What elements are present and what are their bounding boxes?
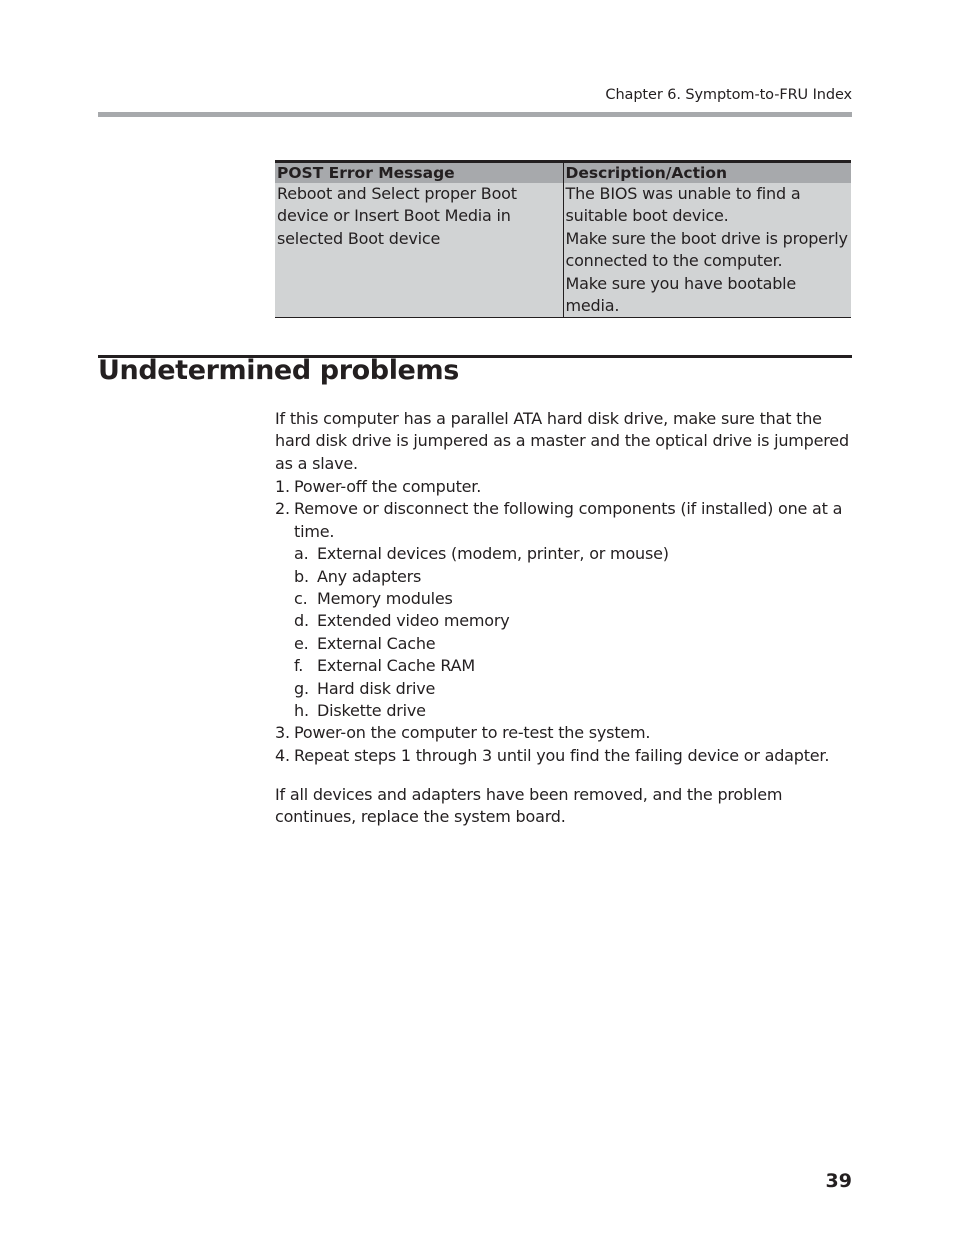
substep-text: External Cache bbox=[317, 633, 436, 653]
description-line: Make sure the boot drive is properly connected to the computer. bbox=[565, 228, 848, 271]
step-number: 3. bbox=[275, 723, 290, 743]
substep-text: Any adapters bbox=[317, 566, 422, 586]
step-text: Remove or disconnect the following components (if installed) one at a time. bbox=[294, 499, 843, 541]
substep-text: Hard disk drive bbox=[317, 678, 436, 698]
component-substeps bbox=[294, 543, 853, 722]
substep-letter: b. bbox=[294, 566, 309, 586]
substep-text: External Cache RAM bbox=[317, 656, 475, 676]
step-number: 1. bbox=[275, 477, 290, 496]
substep-text: External devices (modem, printer, or mouse) bbox=[317, 544, 669, 564]
section-title: Undetermined problems bbox=[98, 355, 459, 386]
list-item bbox=[294, 610, 853, 632]
list-item bbox=[294, 543, 853, 565]
substep-letter: a. bbox=[294, 544, 309, 564]
list-item bbox=[294, 633, 853, 655]
running-header: Chapter 6. Symptom-to-FRU Index bbox=[605, 87, 852, 103]
list-item bbox=[275, 745, 853, 767]
header-rule bbox=[98, 112, 852, 117]
procedure-steps bbox=[275, 476, 853, 767]
description-line: Make sure you have bootable media. bbox=[565, 273, 797, 316]
substep-letter: h. bbox=[294, 701, 309, 721]
list-item bbox=[294, 700, 853, 722]
list-item bbox=[275, 722, 853, 744]
intro-paragraph: If this computer has a parallel ATA hard disk drive, make sure that the hard disk drive is jumpered as a master and the optical drive is jumpered as a slave. bbox=[275, 409, 849, 473]
list-item bbox=[294, 678, 853, 700]
closing-paragraph: If all devices and adapters have been removed, and the problem continues, replace the system board. bbox=[275, 785, 783, 827]
post-error-message: Reboot and Select proper Boot device or Insert Boot Media in selected Boot device bbox=[275, 183, 563, 318]
list-item bbox=[294, 588, 853, 610]
substep-text: Diskette drive bbox=[317, 701, 426, 721]
substep-text: Memory modules bbox=[317, 589, 453, 609]
step-text: Repeat steps 1 through 3 until you find the failing device or adapter. bbox=[294, 745, 830, 765]
column-header-message: POST Error Message bbox=[275, 162, 563, 184]
description-line: The BIOS was unable to find a suitable boot device. bbox=[565, 184, 801, 226]
substep-letter: e. bbox=[294, 633, 309, 653]
step-text: Power-on the computer to re-test the system. bbox=[294, 723, 651, 743]
substep-text: Extended video memory bbox=[317, 611, 510, 631]
list-item bbox=[275, 498, 853, 722]
list-item bbox=[294, 566, 853, 588]
page-number: 39 bbox=[825, 1170, 852, 1192]
step-text: Power-off the computer. bbox=[294, 477, 482, 496]
column-header-description: Description/Action bbox=[563, 162, 851, 184]
substep-letter: g. bbox=[294, 678, 309, 698]
step-number: 2. bbox=[275, 499, 290, 519]
substep-letter: d. bbox=[294, 611, 309, 631]
post-error-table bbox=[275, 160, 851, 318]
table-header-row bbox=[275, 162, 851, 184]
substep-letter: c. bbox=[294, 589, 308, 609]
step-number: 4. bbox=[275, 745, 290, 765]
table-row bbox=[275, 183, 851, 318]
list-item bbox=[275, 476, 853, 498]
post-error-description bbox=[563, 183, 851, 318]
list-item bbox=[294, 655, 853, 677]
substep-letter: f. bbox=[294, 656, 304, 676]
